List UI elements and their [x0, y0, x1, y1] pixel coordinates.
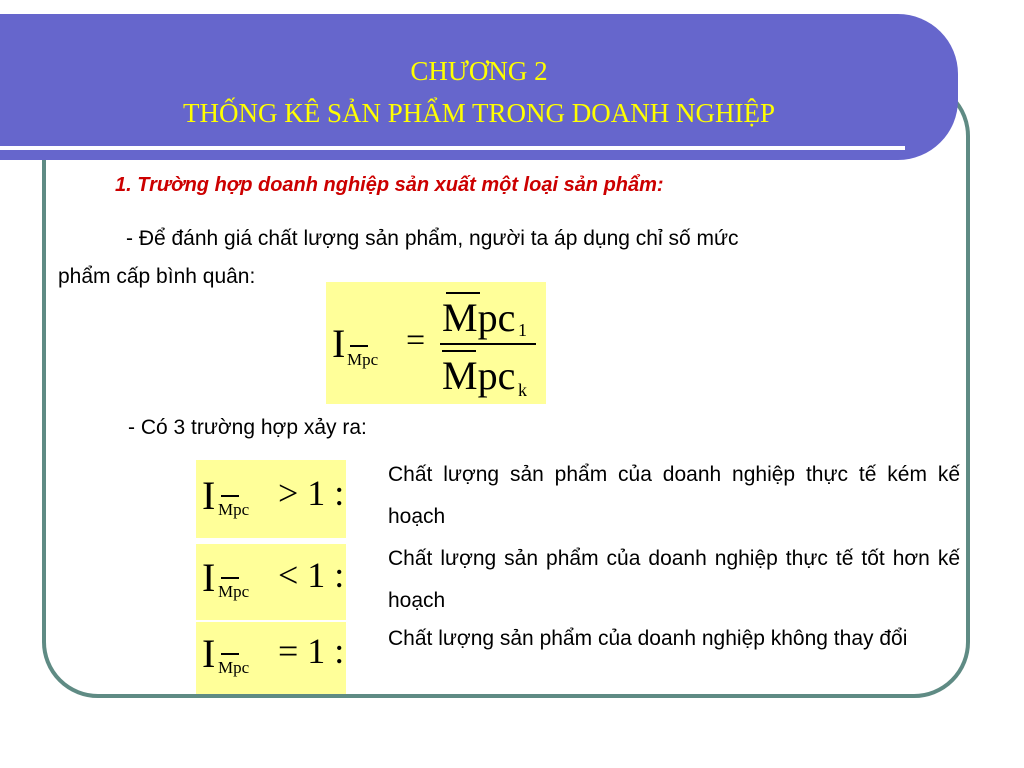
- formula-denominator-sub: k: [518, 380, 527, 400]
- formula-numerator-sub: 1: [518, 320, 527, 340]
- case-description-less: Chất lượng sản phẩm của doanh nghiệp thực tế tốt hơn kế hoạch: [388, 547, 960, 612]
- case-formula-greater: [196, 460, 346, 538]
- case-index-symbol: I: [202, 555, 216, 600]
- case-description-equal: Chất lượng sản phẩm của doanh nghiệp không thay đổi: [388, 627, 908, 650]
- formula-numerator: Mpc: [442, 295, 516, 340]
- case-subscript-bar: [221, 495, 239, 497]
- main-formula: [326, 282, 546, 404]
- case-relation: = 1 :: [278, 631, 345, 671]
- formula-equals: =: [406, 322, 426, 359]
- title-banner: [0, 14, 958, 160]
- case-relation: < 1 :: [278, 555, 345, 595]
- case-index-subscript: Mpc: [218, 500, 250, 519]
- formula-denominator: Mpc: [442, 353, 516, 398]
- chapter-title: CHƯƠNG 2: [410, 56, 548, 86]
- case-formula-equal: [196, 622, 346, 694]
- case-subscript-bar: [221, 577, 239, 579]
- cases-label: - Có 3 trường hợp xảy ra:: [128, 416, 367, 439]
- formula-index-symbol: I: [332, 321, 346, 366]
- intro-text-1: - Để đánh giá chất lượng sản phẩm, người ta áp dụng chỉ số mức: [126, 227, 739, 250]
- section-heading: 1. Trường hợp doanh nghiệp sản xuất một loại sản phẩm:: [115, 174, 664, 196]
- case-index-symbol: I: [202, 631, 216, 676]
- formula-index-subscript: Mpc: [347, 350, 379, 369]
- case-subscript-bar: [221, 653, 239, 655]
- case-description-greater: Chất lượng sản phẩm của doanh nghiệp thực tế kém kế hoạch: [388, 463, 960, 528]
- case-index-subscript: Mpc: [218, 582, 250, 601]
- intro-text-2: phẩm cấp bình quân:: [58, 265, 256, 288]
- case-index-symbol: I: [202, 473, 216, 518]
- formula-subscript-bar: [350, 345, 368, 347]
- chapter-subtitle: THỐNG KÊ SẢN PHẨM TRONG DOANH NGHIỆP: [182, 98, 775, 128]
- banner-underline: [0, 146, 905, 150]
- fraction-line: [440, 343, 536, 345]
- case-relation: > 1 :: [278, 473, 345, 513]
- case-index-subscript: Mpc: [218, 658, 250, 677]
- case-formula-less: [196, 544, 346, 620]
